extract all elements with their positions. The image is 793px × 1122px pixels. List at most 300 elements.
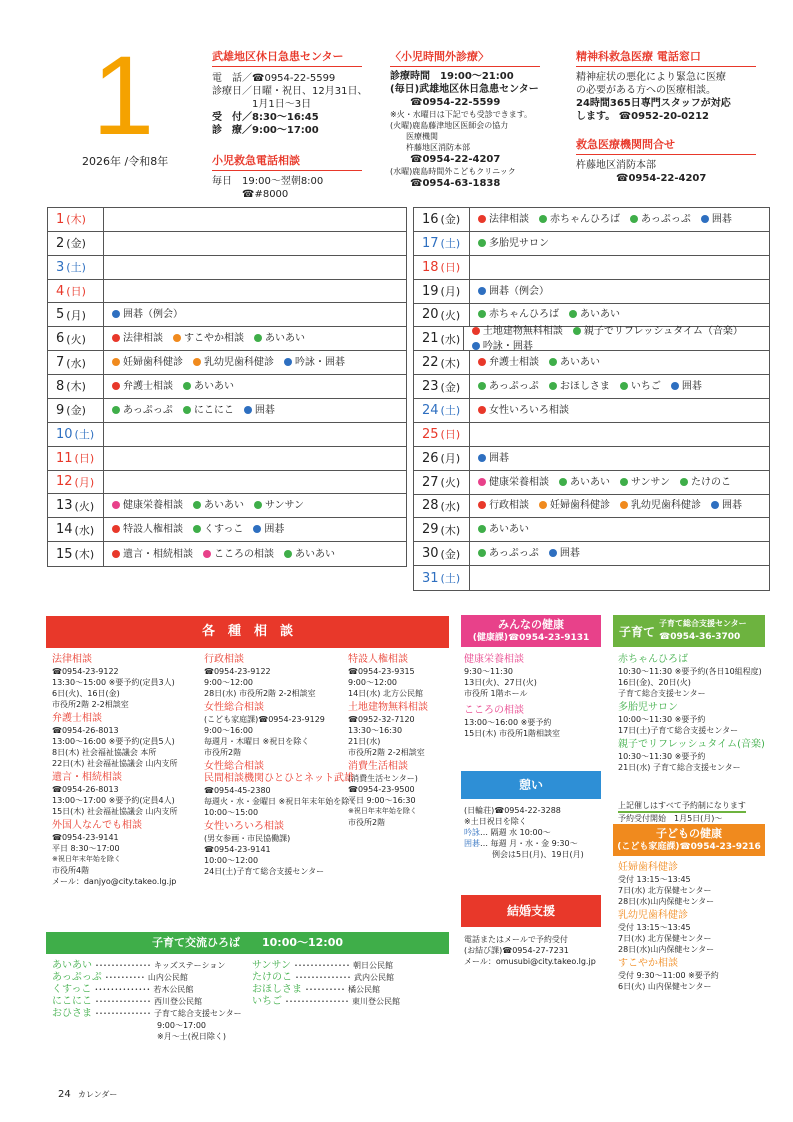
info-line: 1月1日～3日 xyxy=(212,99,312,110)
seishin-bold: 24時間365日専門スタッフが対応 xyxy=(576,98,731,109)
day-cell xyxy=(48,399,104,422)
info-line: ☎#8000 xyxy=(212,189,289,200)
calendar-row xyxy=(48,494,406,518)
section-line: 受付 9:30～11:00 ※要予約 xyxy=(618,971,719,980)
info-line: 毎日 19:00～翌朝8:00 xyxy=(212,176,324,187)
calendar-row xyxy=(48,303,406,327)
event-item xyxy=(549,546,580,561)
event-label: サンサン xyxy=(265,500,304,512)
event-item xyxy=(478,451,509,466)
section-heading: すこやか相談 xyxy=(618,958,678,969)
event-list xyxy=(470,284,549,299)
section-line: メール：danjyo@city.takeo.lg.jp xyxy=(52,877,177,886)
day-number: 12 xyxy=(56,474,73,490)
event-item xyxy=(203,547,274,562)
event-label: 赤ちゃんひろば xyxy=(489,309,559,321)
section-line: 13日(火)、27日(火) xyxy=(464,678,537,687)
day-number: 17 xyxy=(422,235,439,251)
event-item xyxy=(254,331,305,346)
day-number: 18 xyxy=(422,259,439,275)
event-label: 赤ちゃんひろば xyxy=(550,213,620,225)
day-number: 4 xyxy=(56,283,65,299)
day-cell xyxy=(48,518,104,541)
section-line: 10:30～11:30 ※要予約 xyxy=(618,752,706,761)
day-cell xyxy=(48,256,104,279)
kakushu-col3 xyxy=(348,654,448,831)
night-small: (火曜)鹿島藤津地区医師会の協力 xyxy=(390,121,509,130)
section-heading: 法律相談 xyxy=(52,654,92,665)
section-line: 10:00～15:00 xyxy=(204,808,259,817)
section-line: 9:30～11:30 xyxy=(464,667,514,676)
hiroba-row xyxy=(52,996,252,1008)
event-dot-icon xyxy=(112,310,120,318)
event-item xyxy=(478,379,539,394)
kodomo-phone-box xyxy=(212,152,372,201)
event-item xyxy=(112,331,163,346)
event-dot-icon xyxy=(254,334,262,342)
event-dot-icon xyxy=(478,454,486,462)
event-dot-icon xyxy=(112,382,120,390)
event-dot-icon xyxy=(254,501,262,509)
section-heading: 女性いろいろ相談 xyxy=(204,821,284,832)
night-line: ☎0954-22-5599 xyxy=(390,97,501,108)
kakushu-header: 各 種 相 談 xyxy=(46,616,449,648)
day-number: 23 xyxy=(422,379,439,395)
info-line: 電話またはメールで予約受付 xyxy=(464,935,568,944)
event-dot-icon xyxy=(112,358,120,366)
kekkon-body xyxy=(464,934,609,967)
event-dot-icon xyxy=(478,406,486,414)
day-cell xyxy=(414,304,470,327)
event-item xyxy=(620,475,670,490)
day-cell xyxy=(48,232,104,255)
event-dot-icon xyxy=(569,310,577,318)
day-cell xyxy=(48,494,104,517)
section-line: 子育て総合支援センター xyxy=(618,689,706,698)
event-item xyxy=(478,546,539,561)
page-footer xyxy=(58,1089,117,1100)
hiroba-dots: ･･････････････ xyxy=(294,961,350,970)
event-list xyxy=(104,355,345,370)
event-item xyxy=(630,212,691,227)
event-item xyxy=(569,307,620,322)
section-line: 9:00～16:00 xyxy=(204,726,254,735)
section-line: 6日(火)、16日(金) xyxy=(52,689,120,698)
event-list xyxy=(104,403,275,418)
section-line: 市役所 1階ホール xyxy=(464,689,528,698)
event-dot-icon xyxy=(549,358,557,366)
event-dot-icon xyxy=(671,382,679,390)
section-line: 8日(木) 社会福祉協議会 本所 xyxy=(52,748,157,757)
calendar-row xyxy=(414,423,769,447)
event-label: あっぷっぷ xyxy=(489,381,539,393)
event-dot-icon xyxy=(539,215,547,223)
minna-header xyxy=(461,615,601,647)
night-small: 医療機関 xyxy=(390,132,438,141)
section-line: 毎週月・木曜日 ※祝日を除く xyxy=(204,737,310,746)
event-dot-icon xyxy=(253,525,261,533)
event-dot-icon xyxy=(620,478,628,486)
event-label: 法律相談 xyxy=(489,213,529,225)
kodomo-phone-title: 小児救急電話相談 xyxy=(212,152,362,171)
event-item xyxy=(711,498,742,513)
info-line: 診療日／日曜・祝日、12月31日、 xyxy=(212,86,368,97)
hiroba-name: いちご xyxy=(252,996,282,1007)
section-line: 平日 9:00～16:30 xyxy=(348,796,416,805)
day-cell xyxy=(414,447,470,470)
section-line: 28日(水)山内保健センター xyxy=(618,945,715,954)
event-dot-icon xyxy=(478,239,486,247)
event-label: 行政相談 xyxy=(489,500,529,512)
kodomo-kenko-header xyxy=(613,824,765,856)
event-item xyxy=(478,307,559,322)
event-label: あいあい xyxy=(295,548,335,560)
event-dot-icon xyxy=(183,406,191,414)
section-line: 24日(土)子育て総合支援センター xyxy=(204,867,325,876)
event-label: あいあい xyxy=(265,333,305,345)
section-line: ☎0954-23-9141 xyxy=(204,845,271,854)
section-line: 28日(水)山内保健センター xyxy=(618,897,715,906)
section-line: 21日(水) xyxy=(348,737,381,746)
section-line: ☎0954-23-9122 xyxy=(52,667,119,676)
event-item xyxy=(478,498,529,513)
section-line: 15日(木) 社会福祉協議会 山内支所 xyxy=(52,807,178,816)
info-line: 診 療／9:00～17:00 xyxy=(212,125,319,136)
event-dot-icon xyxy=(112,501,120,509)
event-item xyxy=(112,355,183,370)
weekday: (土) xyxy=(440,572,461,586)
day-cell xyxy=(414,399,470,422)
event-dot-icon xyxy=(244,406,252,414)
day-cell xyxy=(48,423,104,446)
event-item xyxy=(539,212,620,227)
event-item xyxy=(112,307,183,322)
event-label: 囲碁 xyxy=(264,524,285,536)
hiroba-place: 朝日公民館 xyxy=(353,961,393,970)
event-label: くすっこ xyxy=(204,524,244,536)
takeo-center-title: 武雄地区休日急患センター xyxy=(212,48,362,67)
calendar-row xyxy=(414,471,769,495)
event-item xyxy=(680,475,731,490)
day-cell xyxy=(414,232,470,255)
section-line: ☎0954-23-9141 xyxy=(52,833,119,842)
kodomo-phone-lines xyxy=(212,175,372,201)
hiroba-name: あいあい xyxy=(52,960,92,971)
event-label: 吟詠・囲碁 xyxy=(295,357,345,369)
section-heading: 消費生活相談 xyxy=(348,761,408,772)
calendar-row xyxy=(48,447,406,471)
event-item xyxy=(549,379,610,394)
event-item xyxy=(253,522,284,537)
calendar-row xyxy=(414,327,769,351)
event-dot-icon xyxy=(680,478,688,486)
hiroba-dots: ･･････････････ xyxy=(95,961,151,970)
day-number: 1 xyxy=(56,211,65,227)
event-item xyxy=(112,403,173,418)
section-line: 10:00～11:30 ※要予約 xyxy=(618,715,706,724)
day-number: 2 xyxy=(56,235,65,251)
event-list xyxy=(470,451,509,466)
day-cell xyxy=(414,471,470,494)
event-item xyxy=(183,403,234,418)
section-line: 市役所4階 xyxy=(52,866,90,875)
event-label: 乳幼児歯科健診 xyxy=(631,500,701,512)
event-label: こころの相談 xyxy=(214,548,274,560)
event-dot-icon xyxy=(478,525,486,533)
weekday: (水) xyxy=(440,499,461,513)
kekkon-header: 結婚支援 xyxy=(461,895,601,927)
event-dot-icon xyxy=(193,358,201,366)
day-number: 7 xyxy=(56,355,65,371)
hiroba-row xyxy=(252,960,452,972)
event-dot-icon xyxy=(193,525,201,533)
weekday: (火) xyxy=(74,499,95,513)
hiroba-dots: ･･････････････ xyxy=(295,973,351,982)
event-dot-icon xyxy=(472,342,480,350)
event-item xyxy=(112,379,173,394)
day-number: 22 xyxy=(422,355,439,371)
weekday: (日) xyxy=(440,428,461,442)
section-heading: 多胎児サロン xyxy=(618,702,678,713)
weekday: (月) xyxy=(440,285,461,299)
hiroba-name: あっぷっぷ xyxy=(52,972,102,983)
calendar-row xyxy=(414,518,769,542)
event-list xyxy=(470,403,569,418)
day-number: 25 xyxy=(422,426,439,442)
event-dot-icon xyxy=(620,382,628,390)
section-line: 平日 8:30～17:00 xyxy=(52,844,120,853)
ikoi-phone: (日輪荘)☎0954-22-3288 xyxy=(464,806,561,815)
ikoi-body xyxy=(464,805,609,860)
section-line: 13:00～16:00 ※要予約 xyxy=(464,718,552,727)
day-cell xyxy=(48,327,104,350)
section-line: 受付 13:15～13:45 xyxy=(618,875,691,884)
event-dot-icon xyxy=(112,550,120,558)
section-line: 13:30～16:30 xyxy=(348,726,403,735)
event-label: あいあい xyxy=(489,524,529,536)
calendar-row xyxy=(414,542,769,566)
weekday: (金) xyxy=(440,213,461,227)
day-number: 10 xyxy=(56,426,73,442)
section-line: 10:30～11:30 ※要予約(各日10組程度) xyxy=(618,667,762,676)
event-dot-icon xyxy=(203,550,211,558)
day-cell xyxy=(48,542,104,566)
year-label: 2026年 /令和8年 xyxy=(82,155,169,168)
calendar-row xyxy=(48,423,406,447)
weekday: (日) xyxy=(66,285,86,299)
section-line: 市役所2階 2-2相談室 xyxy=(348,748,425,757)
weekday: (土) xyxy=(440,404,461,418)
weekday: (水) xyxy=(440,332,461,346)
event-label: あいあい xyxy=(570,476,610,488)
seishin-bold: します。 ☎0952-20-0212 xyxy=(576,111,710,122)
event-item xyxy=(559,475,610,490)
event-list xyxy=(104,522,284,537)
section-heading: 特設人権相談 xyxy=(348,654,408,665)
event-dot-icon xyxy=(478,358,486,366)
day-cell xyxy=(48,447,104,470)
section-line: 13:00～17:00 ※要予約(定員4人) xyxy=(52,796,175,805)
weekday: (火) xyxy=(440,308,461,322)
night-line: (毎日)武雄地区休日急患センター xyxy=(390,84,539,95)
event-list xyxy=(470,522,529,537)
weekday: (水) xyxy=(66,356,86,370)
event-label: 健康栄養相談 xyxy=(489,476,549,488)
info-line: (お結び課)☎0954-27-7231 xyxy=(464,946,569,955)
event-dot-icon xyxy=(478,478,486,486)
event-item xyxy=(183,379,234,394)
section-heading: 妊婦歯科健診 xyxy=(618,862,678,873)
day-cell xyxy=(48,351,104,374)
event-item xyxy=(244,403,275,418)
day-number: 31 xyxy=(422,570,439,586)
day-number: 9 xyxy=(56,402,65,418)
weekday: (金) xyxy=(66,237,86,251)
section-heading: 遺言・相続相談 xyxy=(52,772,122,783)
kosodate-header xyxy=(613,615,765,647)
section-line: 16日(金)、20日(火) xyxy=(618,678,691,687)
calendar-row xyxy=(414,566,769,590)
night-tel: ☎0954-22-4207 xyxy=(390,154,501,165)
weekday: (月) xyxy=(66,308,86,322)
calendar-row xyxy=(48,232,406,256)
event-dot-icon xyxy=(630,215,638,223)
section-heading: 行政相談 xyxy=(204,654,244,665)
section-line: 28日(水) 市役所2階 2-2相談室 xyxy=(204,689,316,698)
kosodate-sub1: 子育て総合支援センター xyxy=(659,619,747,628)
night-small: 杵藤地区消防本部 xyxy=(390,143,470,152)
weekday: (木) xyxy=(74,548,95,562)
hiroba-place: 西川登公民館 xyxy=(154,997,202,1006)
event-label: 囲碁 xyxy=(254,404,275,416)
event-list xyxy=(470,307,620,322)
weekday: (火) xyxy=(440,476,461,490)
section-line: ☎0954-26-8013 xyxy=(52,785,119,794)
event-list xyxy=(104,547,335,562)
event-label: にこにこ xyxy=(193,404,234,416)
day-cell xyxy=(414,566,470,590)
section-line: 受付 13:15～13:45 xyxy=(618,923,691,932)
section-line: 毎週火・水・金曜日 ※祝日年末年始を除く xyxy=(204,797,358,806)
hiroba-place: 東川登公民館 xyxy=(352,997,400,1006)
weekday: (水) xyxy=(74,523,95,537)
day-cell xyxy=(414,280,470,303)
event-item xyxy=(254,498,304,513)
day-number: 16 xyxy=(422,211,439,227)
seishin-lines xyxy=(576,71,776,123)
hiroba-dots: ･･････････････ xyxy=(94,985,151,994)
calendar-row xyxy=(414,208,769,232)
info-line: 杵藤地区消防本部 xyxy=(576,160,656,171)
event-label: 遺言・相続相談 xyxy=(123,548,193,560)
calendar-row xyxy=(414,232,769,256)
section-line: 6日(火) 山内保健センター xyxy=(618,982,712,991)
weekday: (木) xyxy=(440,523,461,537)
section-line: ☎0954-23-9315 xyxy=(348,667,415,676)
night-tel: ☎0954-63-1838 xyxy=(390,178,501,189)
event-label: 健康栄養相談 xyxy=(123,500,183,512)
calendar-row xyxy=(414,375,769,399)
calendar-row xyxy=(414,447,769,471)
event-label: あっぷっぷ xyxy=(123,404,173,416)
calendar-right xyxy=(413,207,770,591)
ginei-schedule: … 隔週 水 10:00～ xyxy=(480,828,551,837)
event-label: いちご xyxy=(630,381,661,393)
calendar-row xyxy=(48,375,406,399)
section-heading: 民間相談機関ひとひとネット武雄 xyxy=(204,773,354,784)
event-label: 妊婦歯科健診 xyxy=(123,357,183,369)
weekday: (土) xyxy=(74,428,95,442)
section-heading: 健康栄養相談 xyxy=(464,654,524,665)
info-line: 電 話／☎0954-22-5599 xyxy=(212,73,336,84)
hiroba-header: 子育て交流ひろば 10:00～12:00 xyxy=(46,932,449,954)
event-dot-icon xyxy=(478,215,486,223)
event-item xyxy=(193,522,243,537)
day-number: 26 xyxy=(422,450,439,466)
event-dot-icon xyxy=(173,334,181,342)
event-item xyxy=(478,212,529,227)
weekday: (火) xyxy=(66,332,86,346)
day-number: 27 xyxy=(422,474,439,490)
section-line: ※祝日年末年始を除く xyxy=(52,855,121,863)
event-label: 妊婦歯科健診 xyxy=(550,500,610,512)
day-cell xyxy=(414,327,464,350)
kosodate-notes xyxy=(618,800,773,826)
takeo-center-lines xyxy=(212,72,372,137)
day-cell xyxy=(48,280,104,303)
section-heading: 弁護士相談 xyxy=(52,713,102,724)
calendar-row xyxy=(48,471,406,495)
event-dot-icon xyxy=(478,310,486,318)
section-line: 市役所2階 xyxy=(204,748,242,757)
calendar-row xyxy=(48,280,406,304)
day-number: 8 xyxy=(56,378,65,394)
ginei-label: 吟詠 xyxy=(464,828,480,837)
section-heading: こころの相談 xyxy=(464,705,524,716)
hiroba-row xyxy=(252,996,452,1008)
minna-body xyxy=(464,654,604,745)
event-label: サンサン xyxy=(631,476,670,488)
event-label: 囲碁 xyxy=(489,452,509,464)
section-heading: 乳幼児歯科健診 xyxy=(618,910,688,921)
section-line: 21日(水) 子育て総合支援センター xyxy=(618,763,741,772)
event-label: 弁護士相談 xyxy=(123,380,173,392)
event-label: あいあい xyxy=(560,357,600,369)
seishin-box xyxy=(576,48,776,123)
event-dot-icon xyxy=(284,550,292,558)
event-item xyxy=(478,522,529,537)
event-list xyxy=(104,331,305,346)
kyukyu-box xyxy=(576,136,776,185)
kodomo-kenko-title: 子どもの健康 xyxy=(656,827,722,840)
hiroba-name: にこにこ xyxy=(52,996,92,1007)
event-dot-icon xyxy=(193,501,201,509)
weekday: (土) xyxy=(440,237,461,251)
event-label: 囲碁 xyxy=(711,213,732,225)
event-label: あっぷっぷ xyxy=(489,548,539,560)
hiroba-row xyxy=(252,972,452,984)
section-line: 市役所2階 xyxy=(348,818,386,827)
hiroba-row xyxy=(52,984,252,996)
day-number: 5 xyxy=(56,307,65,323)
calendar-row xyxy=(48,399,406,423)
event-label: 囲碁 xyxy=(559,548,580,560)
event-dot-icon xyxy=(559,478,567,486)
calendar-row xyxy=(48,518,406,542)
section-line: (こども家庭課)☎0954-23-9129 xyxy=(204,715,325,724)
calendar-row xyxy=(48,542,406,566)
day-number: 15 xyxy=(56,546,73,562)
